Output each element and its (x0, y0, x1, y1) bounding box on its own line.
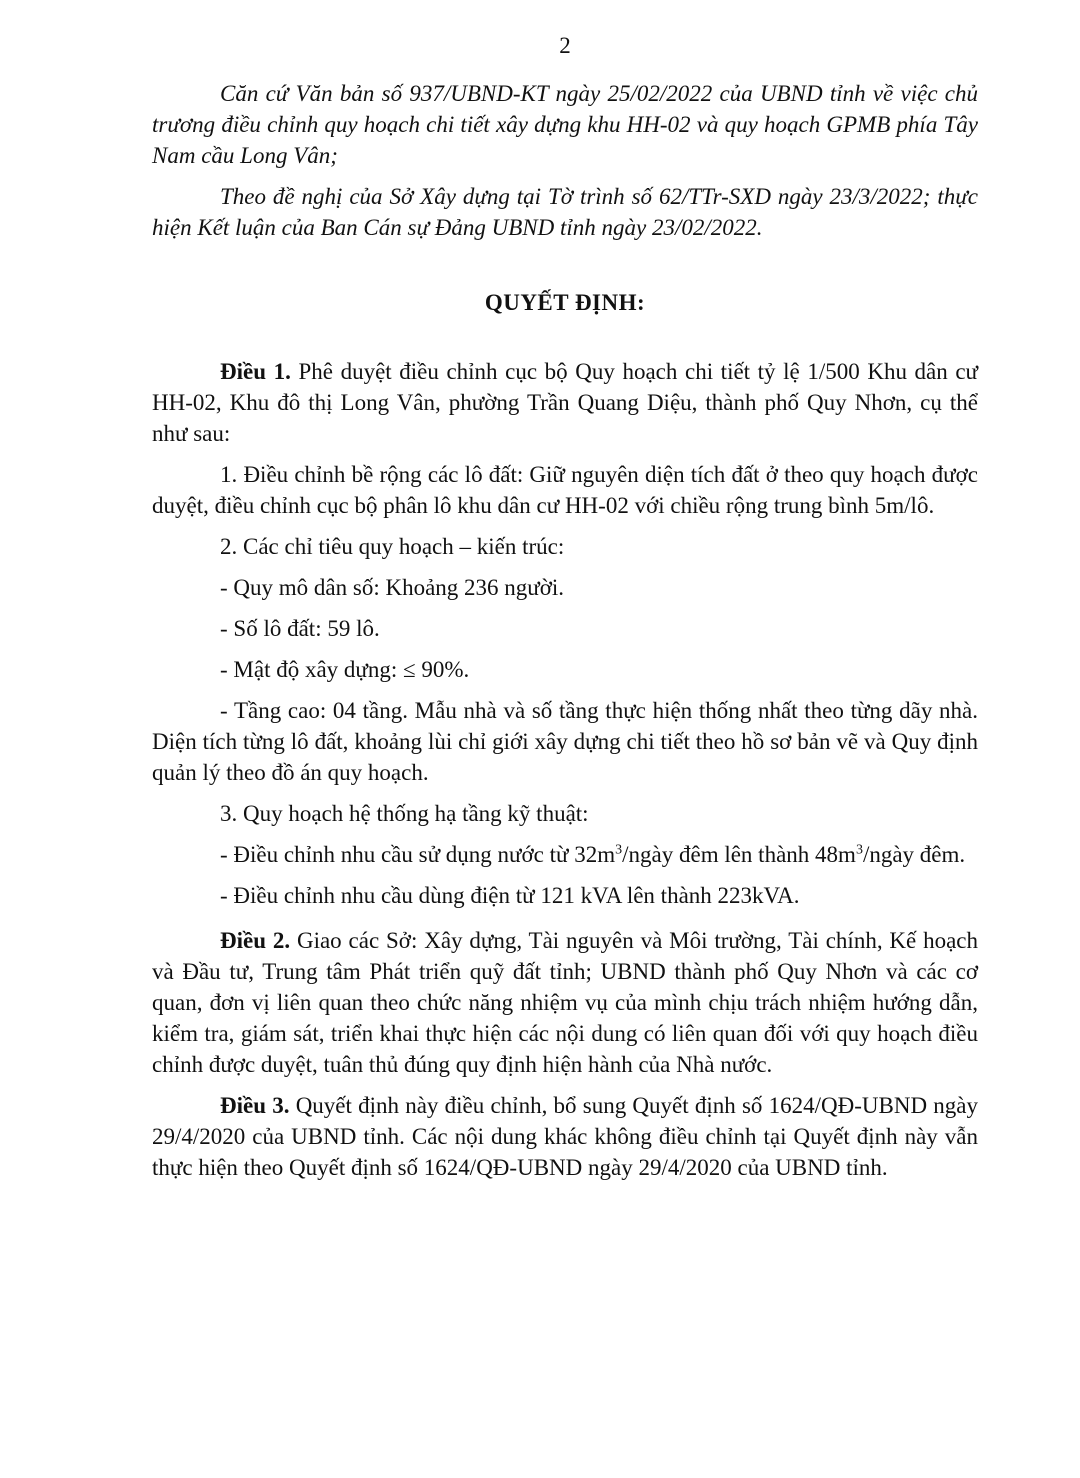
article-2 (152, 925, 978, 1080)
article-1-text: Phê duyệt điều chỉnh cục bộ Quy hoạch chi tiết tỷ lệ 1/500 Khu dân cư HH-02, Khu đô thị Long Vân, phường Trần Quang Diệu, thành phố Quy Nhơn, cụ thể như sau: (152, 359, 979, 446)
preamble-paragraph-2: Theo đề nghị của Sở Xây dựng tại Tờ trình số 62/TTr-SXD ngày 23/3/2022; thực hiện Kết luận của Ban Cán sự Đảng UBND tỉnh ngày 23/02/2022. (152, 184, 978, 240)
water-text-part-3: /ngày đêm. (862, 842, 966, 867)
article-1-item-1: 1. Điều chỉnh bề rộng các lô đất: Giữ nguyên diện tích đất ở theo quy hoạch được duyệt, điều chỉnh cục bộ phân lô khu dân cư HH-02 với chiều rộng trung bình 5m/lô. (152, 462, 978, 518)
page-number: 2 (559, 33, 571, 58)
article-1-item-2: 2. Các chỉ tiêu quy hoạch – kiến trúc: (220, 534, 565, 559)
water-text-part-1: - Điều chỉnh nhu cầu sử dụng nước từ 32m (220, 842, 616, 867)
decision-title: QUYẾT ĐỊNH: (484, 290, 646, 315)
population-indicator: - Quy mô dân số: Khoảng 236 người. (220, 575, 565, 600)
article-3-text: Quyết định này điều chỉnh, bổ sung Quyết định số 1624/QĐ-UBND ngày 29/4/2020 của UBND tỉnh. Các nội dung khác không điều chỉnh tại Quyết định này vẫn thực hiện theo Quyết định số 1624/QĐ-UBND ngày 29/4/2020 của UBND tỉnh. (152, 1093, 978, 1180)
article-1 (152, 356, 978, 449)
lots-indicator: - Số lô đất: 59 lô. (220, 616, 380, 641)
article-3-lead: Điều 3. (220, 1093, 290, 1118)
water-sup-2: 3 (855, 842, 863, 858)
floors-indicator: - Tầng cao: 04 tầng. Mẫu nhà và số tầng thực hiện thống nhất theo từng dãy nhà. Diện tích từng lô đất, khoảng lùi chỉ giới xây dựng chi tiết theo hồ sơ bản vẽ và Quy định quản lý theo đồ án quy hoạch. (152, 698, 978, 785)
article-3 (152, 1090, 978, 1183)
power-demand: - Điều chỉnh nhu cầu dùng điện từ 121 kVA lên thành 223kVA. (220, 883, 800, 908)
article-1-lead: Điều 1. (220, 359, 291, 384)
density-indicator: - Mật độ xây dựng: ≤ 90%. (220, 657, 470, 682)
document-page (152, 30, 978, 1193)
water-text-part-2: /ngày đêm lên thành 48m (622, 842, 856, 867)
water-demand (152, 839, 978, 870)
water-sup-1: 3 (615, 842, 623, 858)
article-1-item-3: 3. Quy hoạch hệ thống hạ tầng kỹ thuật: (220, 801, 589, 826)
preamble-paragraph-1: Căn cứ Văn bản số 937/UBND-KT ngày 25/02/2022 của UBND tỉnh về việc chủ trương điều chỉnh quy hoạch chi tiết xây dựng khu HH-02 và quy hoạch GPMB phía Tây Nam cầu Long Vân; (152, 81, 978, 168)
article-2-lead: Điều 2. (220, 928, 291, 953)
article-2-text: Giao các Sở: Xây dựng, Tài nguyên và Môi trường, Tài chính, Kế hoạch và Đầu tư, Trung tâm Phát triển quỹ đất tỉnh; UBND thành phố Quy Nhơn và các cơ quan, đơn vị liên quan theo chức năng nhiệm vụ của mình chịu trách nhiệm hướng dẫn, kiểm tra, giám sát, triển khai thực hiện các nội dung có liên quan đối với quy hoạch điều chỉnh được duyệt, tuân thủ đúng quy định hiện hành của Nhà nước. (152, 928, 979, 1077)
